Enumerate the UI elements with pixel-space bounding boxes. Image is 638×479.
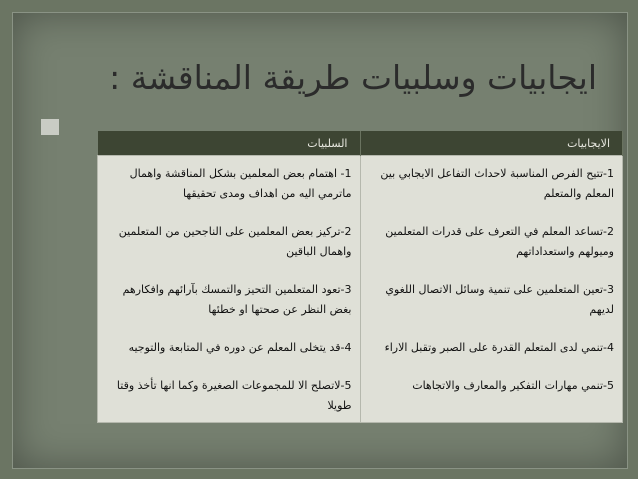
table-header-row [98, 131, 623, 156]
advantage-item-4: 4-تنمي لدى المتعلم القدرة على الصبر وتقبل الاراء [384, 341, 614, 354]
advantage-item-5: 5-تنمي مهارات التفكير والمعارف والاتجاهات [412, 379, 614, 392]
slide [12, 12, 628, 469]
comparison-table [97, 131, 623, 423]
advantages-header: الايجابيات [360, 131, 623, 156]
table-row [98, 156, 623, 423]
disadvantage-item-5: 5-لاتصلح الا للمجموعات الصغيرة وكما انها تأخذ وقتا طويلا [116, 379, 352, 412]
disadvantage-item-3: 3-تعود المتعلمين التحيز والتمسك بآرائهم وافكارهم بغض النظر عن صحتها او خطئها [122, 283, 352, 316]
disadvantage-item-2: 2-تركيز بعض المعلمين على الناجحين من المتعلمين واهمال الباقين [118, 225, 352, 258]
disadvantages-cell [98, 156, 361, 423]
advantage-item-3: 3-تعين المتعلمين على تنمية وسائل الاتصال اللغوي لديهم [385, 283, 614, 316]
decorative-accent-bar [41, 119, 59, 135]
advantage-item-2: 2-تساعد المعلم في التعرف على قدرات المتعلمين وميولهم واستعداداتهم [385, 225, 614, 258]
disadvantages-header: السلبيات [98, 131, 361, 156]
disadvantage-item-1: 1- اهتمام بعض المعلمين بشكل المناقشة واهمال ماترمي اليه من اهداف ومدى تحقيقها [129, 167, 352, 200]
disadvantage-item-4: 4-قد يتخلى المعلم عن دوره في المتابعة والتوجيه [128, 341, 352, 354]
advantage-item-1: 1-تتيح الفرص المناسبة لاحداث التفاعل الايجابي بين المعلم والمتعلم [380, 167, 614, 200]
advantages-cell [360, 156, 623, 423]
slide-title: ايجابيات وسلبيات طريقة المناقشة : [109, 58, 597, 97]
